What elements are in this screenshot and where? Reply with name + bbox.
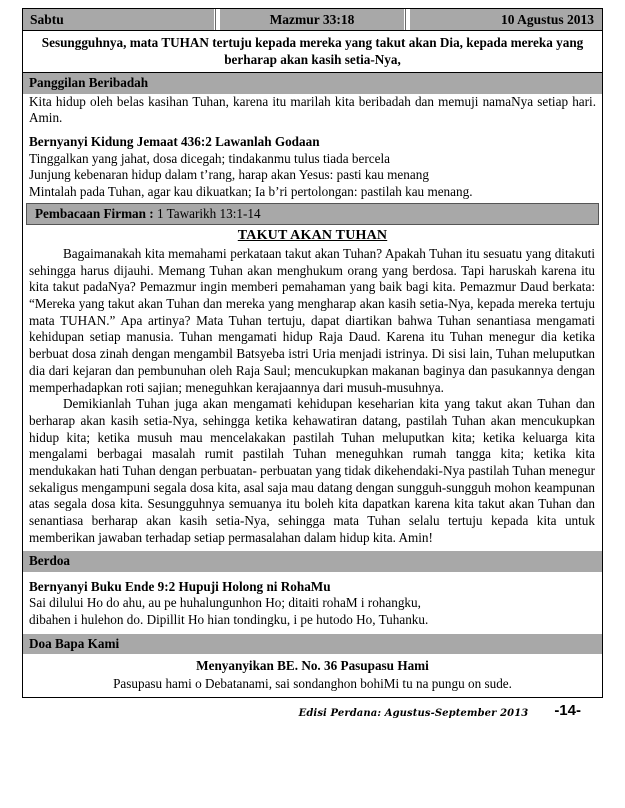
key-verse: Sesungguhnya, mata TUHAN tertuju kepada mereka yang takut akan Dia, kepada mereka yang berharap akan kasih setia-Nya, [23,31,602,73]
hymn-2-title: Bernyanyi Buku Ende 9:2 Hupuji Holong ni RohaMu [29,578,331,594]
header-date: 10 Agustus 2013 [409,9,602,30]
edition-label: Edisi Perdana: Agustus-September 2013 [298,707,529,719]
section-band-prayer: Berdoa [23,551,602,571]
hymn-2-line-1: Sai dilului Ho do ahu, au pe huhalungunhon Ho; ditaiti rohaM i rohangku, [29,595,421,611]
hymn-2-line-2: dibahen i hulehon do. Dipillit Ho hian tondingku, i pe hutodo Ho, Tuhanku. [29,611,429,627]
spacer [23,127,602,134]
call-to-worship-text: Kita hidup oleh belas kasihan Tuhan, karena itu marilah kita beribadah dan memuji namaNya setiap hari. Amin. [29,93,596,126]
closing-hymn-title: Menyanyikan BE. No. 36 Pasupasu Hami [196,657,429,673]
section-band-call-to-worship: Panggilan Beribadah [23,73,602,93]
closing-hymn-line-1: Pasupasu hami o Debatanami, sai sondanghon bohiMi tu na pungu on sude. [113,675,512,691]
scripture-reading-reference: 1 Tawarikh 13:1-14 [153,205,261,221]
section-band-scripture-reading [26,203,599,225]
sermon-paragraph-1: Bagaimanakah kita memahami perkataan takut akan Tuhan? Apakah Tuhan itu sesuatu yang ditakuti sehingga harus dijauhi. Memang Tuhan akan menghukum orang yang berdosa. Tapi haruskah karena itu kita takut padaNya? Pemazmur ingin memberi pemahaman yang baik bagi kita. Pemazmur Daud berkata: “Mereka yang takut akan Tuhan dan mereka yang mengharap akan kasih setia-Nya, kepada mereka tertuju mata TUHAN.” Apa artinya? Mata Tuhan tertuju, dapat diartikan bahwa Tuhan senantiasa mengamati kehidupan setiap manusia. Tuhan mengamati hidup Raja Daud. Karena itu Tuhan menegur dia ketika berbuat dosa zinah dengan mengambil Batsyeba istri Uria menjadi istrinya. Di sisi lain, Tuhan meluputkan dia dari kejaran dan pembunuhan oleh Raja Saul; mencukupkan makanan baginya dan pasukannya dengan memperhadapkan roti sajian; meneguhkan kerajaannya dari musuh-musuhnya. [29,246,595,395]
hymn-1-line-3: Mintalah pada Tuhan, agar kau dikuatkan; Ia b’ri pertolongan: pastilah kau menang. [29,184,473,200]
section-band-lords-prayer: Doa Bapa Kami [23,634,602,654]
hymn-1-line-1: Tinggalkan yang jahat, dosa dicegah; tindakanmu tulus tiada bercela [29,150,390,166]
document-body [23,73,602,697]
document-header [23,9,602,31]
document-frame [22,8,603,698]
sermon-title: TAKUT AKAN TUHAN [237,228,388,244]
hymn-1-title: Bernyanyi Kidung Jemaat 436:2 Lawanlah Godaan [29,134,320,150]
sermon-paragraph-2: Demikianlah Tuhan juga akan mengamati kehidupan keseharian kita yang takut akan Tuhan dan berharap akan kasih setia-Nya, sehingga ketika kehawatiran datang, pastilah Tuhan akan mencukupkan hidup kita; ketika musuh mau mencelakakan pastilah Tuhan meluputkan kita; ketika keluarga kita mengalami berbagai masalah rumit pastilah Tuhan meneguhkan rumah tangga kita; ketika kita mendukakan hati Tuhan dengan perbuatan- perbuatan yang tidak dikehendaki-Nya pastilah Tuhan menegur sekaligus mengampuni segala dosa kita, asal saja mau datang dengan sungguh-sungguh mohon keampunan atas segala dosa kita. Sesungguhnya semuanya itu boleh kita dapatkan karena kita takut akan Tuhan dan senantiasa berharap akan kasih setia-Nya, sehingga mata Tuhan selalu tertuju kepada kita untuk memberikan jawaban terhadap setiap permasalahan dalam hidup kita. Amin! [29,396,595,545]
spacer [23,572,602,579]
hymn-1-line-2: Junjung kebenaran hidup dalam t’rang, harap akan Yesus: pasti kau menang [29,167,429,183]
header-scripture-reference: Mazmur 33:18 [219,9,405,30]
header-day: Sabtu [23,9,215,30]
scripture-reading-label: Pembacaan Firman : [35,205,154,221]
document-footer [22,698,603,719]
page-number: -14- [554,701,581,719]
